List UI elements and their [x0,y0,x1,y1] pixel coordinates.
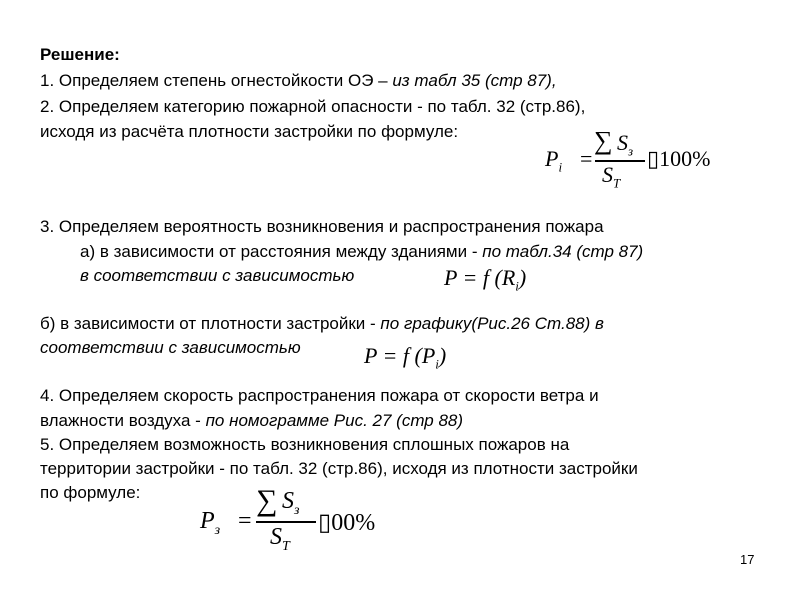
formula-1-numerator: $S_з$ [617,130,634,159]
formula-1-denominator: $S_T$ [602,162,621,191]
formula-density-dependence: P = f $(P_i)$ [364,343,447,372]
item-3a-line-2: в соответствии с зависимостью [80,266,355,285]
item-5-line-2: территории застройки - по табл. 32 (стр.86), исходя из плотности застройки [40,459,638,478]
item-1-ref: из табл 35 (стр 87), [392,71,557,90]
item-5-line-3: по формуле: [40,483,141,502]
item-2-line-2: исходя из расчёта плотности застройки по формуле: [40,122,459,141]
item-3b-ref: по графику(Рис.26 Ст.88) в [380,314,604,333]
formula-1-equals: = [580,146,593,171]
formula-4-equals: = [238,508,252,534]
item-4-ref: по номограмме Рис. 27 (стр 88) [205,411,464,430]
item-3a-ref: по табл.34 (стр 87) [482,242,644,261]
item-3a [80,242,643,262]
formula-4-lhs: $P_з$ [200,508,221,538]
item-4-line-1: 4. Определяем скорость распространения пожара от скорости ветра и [40,386,599,405]
item-5-line-1: 5. Определяем возможность возникновения сплошных пожаров на [40,435,570,454]
item-1-text: 1. Определяем степень огнестойкости ОЭ – [40,71,393,90]
formula-4-tail: ▯00% [318,510,376,536]
formula-4-fraction-bar [256,521,316,523]
item-3a-text: а) в зависимости от расстояния между зданиями - [80,242,483,261]
heading: Решение: [40,45,120,64]
formula-distance: P = f $(R_i)$ [444,265,527,294]
formula-4-numerator: $S_з$ [282,488,300,518]
item-2-line-1: 2. Определяем категорию пожарной опасности - по табл. 32 (стр.86), [40,97,586,116]
item-3b-text: б) в зависимости от плотности застройки - [40,314,381,333]
formula-4-sum-sign: ∑ [256,484,278,517]
formula-1-sum-sign: ∑ [594,126,613,155]
page-number: 17 [740,552,755,567]
item-3-line-1: 3. Определяем вероятность возникновения и распространения пожара [40,217,604,236]
formula-1-tail: ▯100% [647,146,711,171]
item-1 [40,71,557,91]
formula-4-denominator: $S_T$ [270,524,290,554]
item-3b-line-2: соответствии с зависимостью [40,338,301,357]
item-3b [40,314,604,334]
formula-1-lhs: $P_i$ [545,146,563,175]
item-4-line-2 [40,411,463,431]
item-4-text: влажности воздуха - [40,411,206,430]
